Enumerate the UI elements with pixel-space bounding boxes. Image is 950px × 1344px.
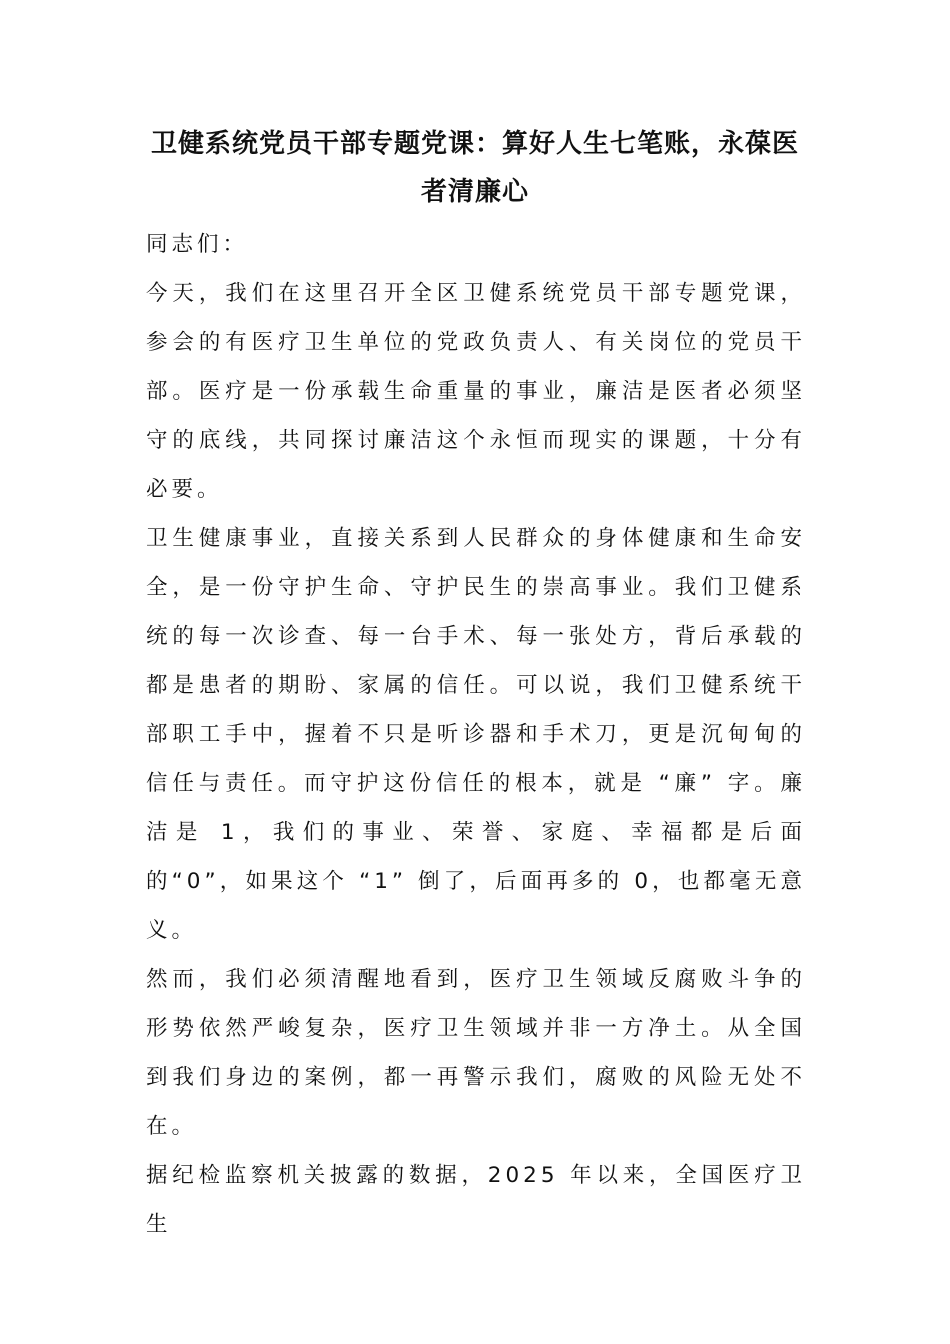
body-paragraph: 据纪检监察机关披露的数据，2025 年以来，全国医疗卫生 (146, 1163, 806, 1237)
salutation-paragraph: 同志们： (146, 232, 249, 257)
body-paragraph: 今天，我们在这里召开全区卫健系统党员干部专题党课，参会的有医疗卫生单位的党政负责人、有关岗位的党员干部。医疗是一份承载生命重量的事业，廉洁是医者必须坚守的底线，共同探讨廉洁这个永恒而现实的课题，十分有必要。 (146, 281, 806, 502)
body-paragraph: 卫生健康事业，直接关系到人民群众的身体健康和生命安全，是一份守护生命、守护民生的崇高事业。我们卫健系统的每一次诊查、每一台手术、每一张处方，背后承载的都是患者的期盼、家属的信任。可以说，我们卫健系统干部职工手中，握着不只是听诊器和手术刀，更是沉甸甸的信任与责任。而守护这份信任的根本，就是 “廉” 字。廉洁是 1，我们的事业、荣誉、家庭、幸福都是后面的“0”，如果这个 “1” 倒了，后面再多的 0，也都毫无意义。 (146, 526, 806, 943)
document-body (146, 220, 806, 1249)
document-title: 卫健系统党员干部专题党课：算好人生七笔账，永葆医者清廉心 (150, 129, 799, 207)
body-paragraph: 然而，我们必须清醒地看到，医疗卫生领域反腐败斗争的形势依然严峻复杂，医疗卫生领域并非一方净土。从全国到我们身边的案例，都一再警示我们，腐败的风险无处不在。 (146, 967, 806, 1139)
